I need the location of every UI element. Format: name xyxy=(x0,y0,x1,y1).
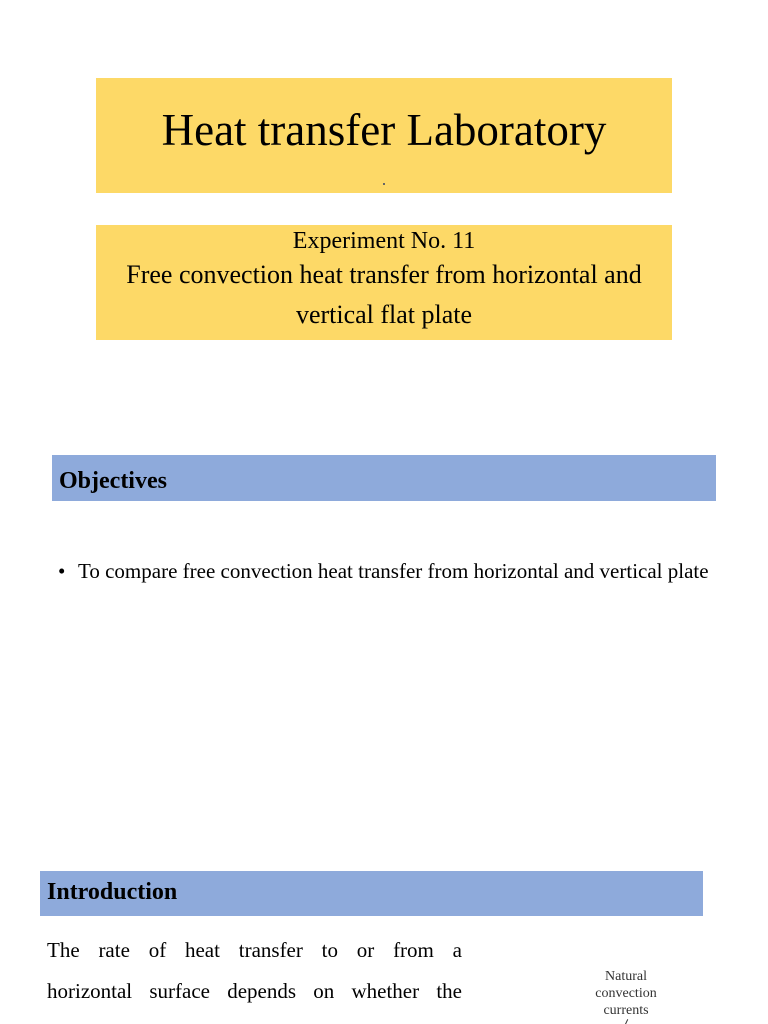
title-banner xyxy=(96,78,672,193)
introduction-paragraph xyxy=(47,930,462,1012)
experiment-banner xyxy=(96,225,672,340)
bullet-icon: • xyxy=(58,559,66,583)
objectives-heading: Objectives xyxy=(59,468,167,494)
figure-label-line: currents xyxy=(603,1003,649,1018)
figure-label-line: Natural xyxy=(605,969,647,984)
figure-arrow xyxy=(624,1019,627,1024)
introduction-line: horizontal surface depends on whether the xyxy=(47,979,462,1003)
introduction-line: The rate of heat transfer to or from a xyxy=(47,938,462,962)
page-title: Heat transfer Laboratory xyxy=(161,105,607,155)
introduction-header xyxy=(40,871,703,916)
objectives-header xyxy=(52,455,716,501)
figure-label-line: convection xyxy=(595,986,657,1001)
convection-figure xyxy=(585,968,667,1024)
title-banner-dot xyxy=(383,183,385,185)
objective-list-item xyxy=(58,551,718,591)
experiment-number: Experiment No. 11 xyxy=(292,228,476,254)
objective-text: To compare free convection heat transfer from horizontal and vertical plate xyxy=(78,559,709,583)
introduction-heading: Introduction xyxy=(47,879,178,905)
experiment-title: Free convection heat transfer from horizontal and vertical flat plate xyxy=(126,260,642,329)
